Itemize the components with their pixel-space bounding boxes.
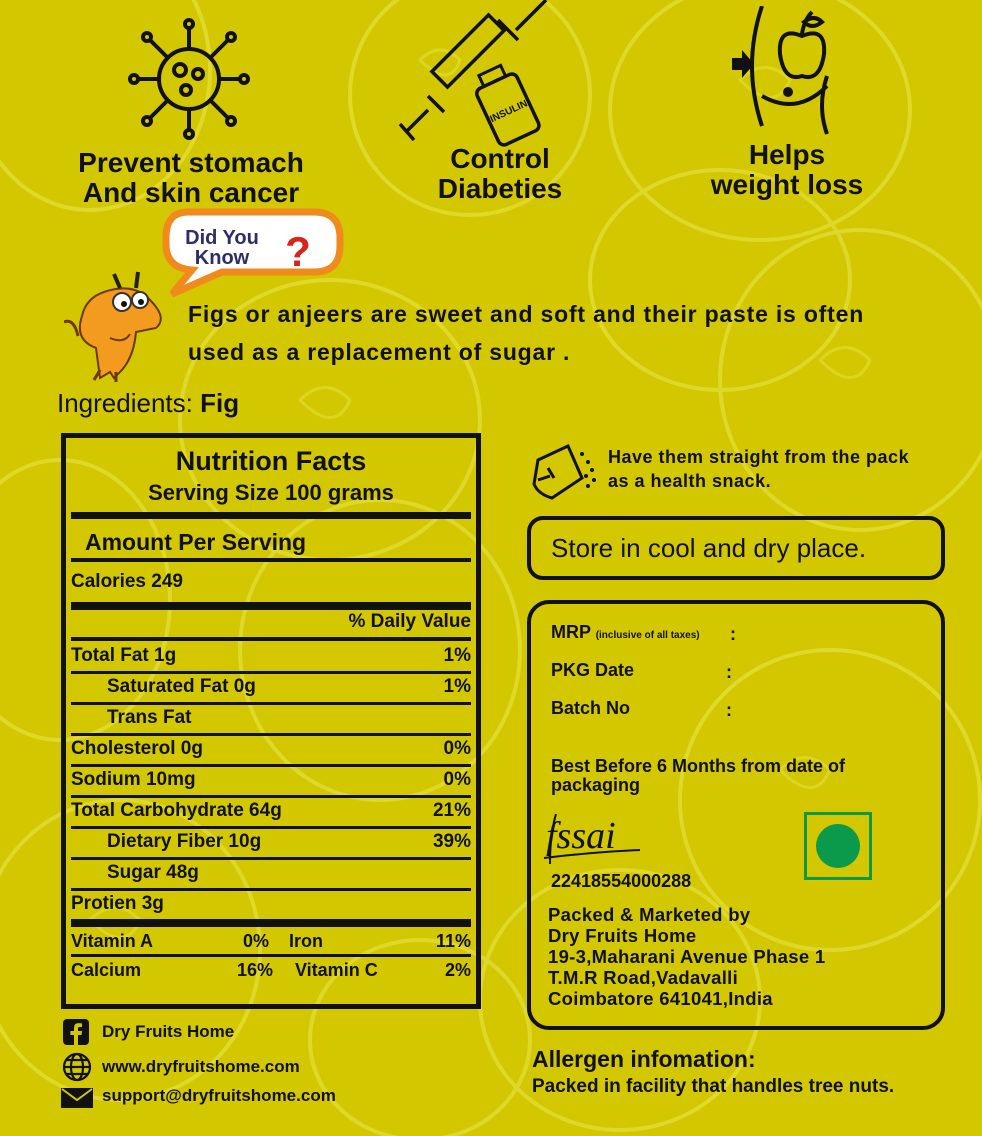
vitamin-value: 11%	[435, 931, 471, 951]
pkg-date-label: PKG Date	[551, 660, 635, 680]
mrp-note: (inclusive of all taxes)	[595, 630, 700, 641]
question-mark: ?	[285, 228, 311, 275]
vitamin-row	[71, 957, 471, 983]
nutrient-dv: 0%	[443, 769, 471, 790]
allergen-title: Allergen infomation:	[532, 1046, 756, 1072]
nutrition-title: Nutrition Facts	[175, 446, 367, 476]
divider	[71, 558, 471, 562]
envelope-icon	[60, 1087, 94, 1109]
did-you-know-bubble	[158, 206, 346, 298]
benefit-diabetes-line1: Control	[450, 143, 550, 174]
mrp-field	[551, 622, 700, 643]
facebook-link[interactable]: Dry Fruits Home	[102, 1022, 235, 1041]
vitamin-label: Iron	[289, 931, 323, 951]
snack-line2: as a health snack.	[608, 471, 772, 491]
nutrient-dv: 1%	[443, 645, 471, 666]
did-you-know-line2: Know	[194, 247, 250, 269]
ingredients-label: Ingredients:	[57, 388, 193, 418]
nutrient-label: Sugar 48g	[107, 862, 199, 883]
fact-line2: used as a replacement of sugar .	[188, 339, 571, 365]
snack-line1: Have them straight from the pack	[608, 447, 910, 467]
divider	[71, 512, 471, 519]
benefit-cancer-line1: Prevent stomach	[78, 147, 304, 178]
did-you-know-line1: Did You	[185, 227, 259, 249]
vitamin-label: Vitamin C	[295, 960, 378, 980]
nutrient-dv: 21%	[432, 800, 471, 821]
benefit-diabetes-line2: Diabeties	[437, 173, 563, 204]
serving-size: Serving Size 100 grams	[148, 480, 394, 505]
nutrient-row	[71, 860, 471, 886]
nutrient-row	[71, 798, 471, 824]
fssai-number: 22418554000288	[551, 871, 692, 891]
vitamin-row	[71, 928, 471, 954]
nutrient-row	[71, 705, 471, 731]
benefit-weight-line1: Helps	[748, 139, 826, 170]
veg-mark-icon	[804, 812, 872, 880]
nutrient-label: Trans Fat	[107, 707, 192, 728]
nutrient-row	[71, 829, 471, 855]
amount-per-serving: Amount Per Serving	[85, 529, 307, 555]
nutrient-row	[71, 674, 471, 700]
batch-no-colon: :	[726, 700, 732, 720]
pkg-date-colon: :	[726, 662, 732, 682]
daily-value-header: % Daily Value	[348, 611, 471, 632]
email-link[interactable]: support@dryfruitshome.com	[102, 1086, 336, 1105]
best-before-line1: Best Before 6 Months from date of	[551, 756, 846, 776]
divider	[71, 637, 471, 641]
ingredients-value: Fig	[200, 388, 240, 418]
vitamin-value: 0%	[243, 931, 270, 951]
virus-icon	[128, 18, 250, 140]
nutrient-dv: 0%	[443, 738, 471, 759]
fssai-logo-text: fssai	[546, 815, 616, 857]
storage-note: Store in cool and dry place.	[527, 516, 945, 580]
nutrient-label: Protien 3g	[71, 893, 164, 914]
vial-label: INSULIN	[488, 98, 530, 126]
address-line: Dry Fruits Home	[548, 925, 697, 946]
nutrient-row	[71, 736, 471, 762]
waist-apple-icon	[732, 6, 847, 136]
benefit-cancer-line2: And skin cancer	[82, 177, 300, 208]
nutrient-label: Dietary Fiber 10g	[107, 831, 262, 852]
globe-icon	[62, 1052, 92, 1082]
nutrient-row	[71, 891, 471, 917]
address-line: Packed & Marketed by	[548, 904, 751, 925]
mrp-label: MRP	[551, 622, 591, 642]
batch-no-label: Batch No	[551, 698, 631, 718]
best-before-line2: packaging	[551, 775, 641, 795]
syringe-insulin-icon	[398, 0, 550, 150]
fact-line1: Figs or anjeers are sweet and soft and their paste is often	[188, 301, 865, 327]
allergen-text: Packed in facility that handles tree nuts.	[532, 1076, 895, 1097]
nutrient-label: Cholesterol 0g	[71, 738, 203, 759]
nutrient-row	[71, 643, 471, 669]
nutrient-label: Total Carbohydrate 64g	[71, 800, 282, 821]
nutrition-facts-panel	[61, 433, 481, 1009]
website-link[interactable]: www.dryfruitshome.com	[102, 1057, 300, 1076]
vitamin-value: 16%	[237, 960, 274, 980]
nutrient-dv: 39%	[432, 831, 471, 852]
divider	[71, 919, 471, 927]
dog-mascot-icon	[64, 268, 168, 384]
nutrient-label: Sodium 10mg	[71, 769, 196, 790]
ingredients	[57, 388, 239, 419]
benefit-weight-line2: weight loss	[710, 169, 864, 200]
nutrient-row	[71, 767, 471, 793]
address-line: 19-3,Maharani Avenue Phase 1	[548, 946, 826, 967]
fssai-logo	[542, 808, 646, 868]
snack-pack-icon	[528, 440, 600, 502]
facebook-icon	[62, 1018, 90, 1046]
packer-address	[548, 904, 825, 1009]
address-line: Coimbatore 641041,India	[548, 988, 773, 1009]
calories: Calories 249	[71, 571, 183, 592]
nutrient-label: Saturated Fat 0g	[107, 676, 256, 697]
nutrient-label: Total Fat 1g	[71, 645, 177, 666]
address-line: T.M.R Road,Vadavalli	[548, 967, 739, 988]
vitamin-label: Calcium	[71, 960, 142, 980]
vitamin-label: Vitamin A	[71, 931, 154, 951]
vitamin-value: 2%	[444, 960, 471, 980]
nutrient-dv: 1%	[443, 676, 471, 697]
mrp-colon: :	[730, 624, 736, 644]
